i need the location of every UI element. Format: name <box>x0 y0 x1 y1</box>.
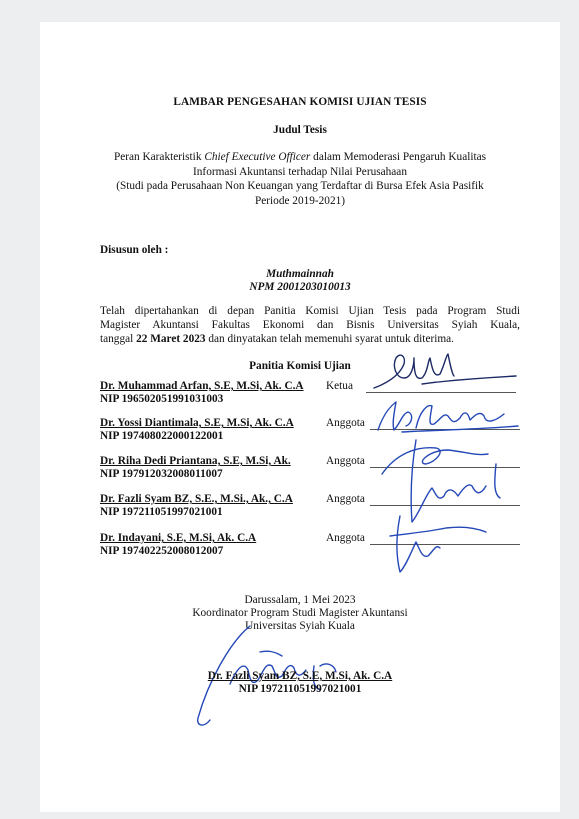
member-nip: NIP 197912032008011007 <box>100 468 223 480</box>
thesis-title-line2: Informasi Akuntansi terhadap Nilai Perusahaan <box>193 165 407 178</box>
document-page <box>40 22 560 812</box>
member-role: Anggota <box>326 493 365 505</box>
member-name: Dr. Yossi Diantimala, S.E, M.Si, Ak. C.A <box>100 417 294 429</box>
closing-institution: Universitas Syiah Kuala <box>245 620 355 632</box>
member-nip: NIP 196502051991031003 <box>100 393 224 405</box>
member-nip: NIP 197402252008012007 <box>100 545 224 557</box>
thesis-title-line1 <box>40 150 560 165</box>
author-label: Disusun oleh : <box>100 244 169 256</box>
thesis-title-italic: Chief Executive Officer <box>204 151 311 163</box>
statement-date: 22 Maret 2023 <box>136 333 206 345</box>
statement-line3-prefix: tanggal <box>100 333 134 345</box>
closing-place-date: Darussalam, 1 Mei 2023 <box>244 594 356 606</box>
statement-line3-suffix: dan dinyatakan telah memenuhi syarat untuk diterima. <box>208 333 454 345</box>
closing-signer-name: Dr. Fazli Syam BZ, S.E, M.Si, Ak. C.A <box>207 670 393 682</box>
member-role: Ketua <box>326 380 353 392</box>
closing-signer-nip: NIP 197211051997021001 <box>238 683 362 695</box>
member-nip: NIP 197408022000122001 <box>100 430 224 442</box>
committee-heading: Panitia Komisi Ujian <box>249 360 351 372</box>
thesis-title-rest: dalam Memoderasi Pengaruh Kualitas <box>313 151 487 163</box>
member-name: Dr. Muhammad Arfan, S.E, M.Si, Ak. C.A <box>100 380 304 392</box>
author-name: Muthmainnah <box>266 268 334 280</box>
section-label: Judul Tesis <box>273 124 327 136</box>
author-npm: NPM 2001203010013 <box>249 281 351 293</box>
document-title: LAMBAR PENGESAHAN KOMISI UJIAN TESIS <box>173 96 427 108</box>
member-name: Dr. Indayani, S.E, M.Si, Ak. C.A <box>100 532 257 544</box>
member-name: Dr. Fazli Syam BZ, S.E., M.Si., Ak., C.A <box>100 493 293 505</box>
member-role: Anggota <box>326 455 365 467</box>
thesis-title-prefix: Peran Karakteristik <box>113 151 202 163</box>
signature-anggota-1 <box>372 396 522 436</box>
thesis-title-line3: (Studi pada Perusahaan Non Keuangan yang Terdaftar di Bursa Efek Asia Pasifik <box>116 180 484 192</box>
thesis-title <box>40 150 560 208</box>
member-name: Dr. Riha Dedi Priantana, S.E, M.Si, Ak. <box>100 455 291 467</box>
member-role: Anggota <box>326 417 365 429</box>
thesis-title-line4: Periode 2019-2021) <box>254 194 346 207</box>
member-nip: NIP 197211051997021001 <box>100 506 223 518</box>
statement <box>100 304 520 346</box>
signature-ketua <box>370 344 520 394</box>
statement-line2: Magister Akuntansi Fakultas Ekonomi dan Bisnis Universitas Syiah Kuala, <box>100 319 520 331</box>
statement-line1: Telah dipertahankan di depan Panitia Komisi Ujian Tesis pada Program Studi <box>100 305 520 317</box>
closing-position: Koordinator Program Studi Magister Akuntansi <box>192 607 408 619</box>
member-role: Anggota <box>326 532 365 544</box>
signature-anggota-3 <box>376 506 496 581</box>
